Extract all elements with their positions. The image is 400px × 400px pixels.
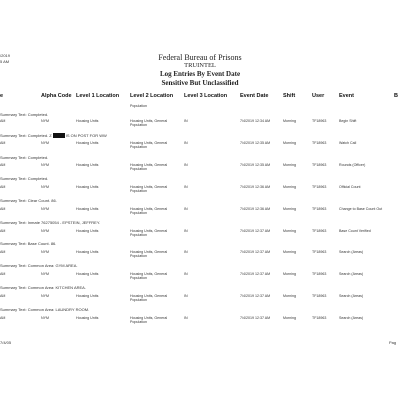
row-level1: Housing Units [76, 119, 99, 123]
row-level2: Housing Units, General Population [130, 185, 168, 194]
row-shift: Morning [283, 316, 296, 320]
summary-text: Summary Text: Completed. [0, 112, 49, 117]
row-level2: Housing Units, General Population [130, 229, 168, 238]
row-user: TF18963 [312, 272, 327, 276]
row-user: TF18963 [312, 316, 327, 320]
header-shift: Shift [283, 93, 296, 99]
row-level1: Housing Units [76, 250, 99, 254]
row-event-date: 7/4/2019 12:36 AM [240, 185, 271, 189]
row-user: TF18963 [312, 250, 327, 254]
header-partial-column: e [0, 93, 4, 99]
summary-text: Summary Text: Common Area: KITCHEN AREA. [0, 285, 86, 290]
row-user: TF18963 [312, 141, 327, 145]
row-shift: Morning [283, 272, 296, 276]
redaction-block [53, 133, 65, 138]
row-level3: IN [184, 272, 188, 276]
row-partial-cell: AM [0, 207, 6, 211]
row-level1: Housing Units [76, 163, 99, 167]
row-level1: Housing Units [76, 294, 99, 298]
row-partial-cell: AM [0, 229, 6, 233]
row-shift: Morning [283, 141, 296, 145]
row-event: Search (Areas) [339, 272, 364, 276]
row-level3: IN [184, 250, 188, 254]
row-alpha-code: NYM [41, 207, 49, 211]
header-level2-location: Level 2 Location [130, 93, 174, 99]
summary-text: Summary Text: Completed. [0, 176, 49, 181]
report-title: Log Entries By Event Date [159, 70, 241, 78]
row-level2: Housing Units, General Population [130, 119, 168, 128]
row-alpha-code: NYM [41, 294, 49, 298]
row-shift: Morning [283, 185, 296, 189]
row-alpha-code: NYM [41, 141, 49, 145]
row-partial-cell: AM [0, 250, 6, 254]
row-level3: IN [184, 185, 188, 189]
header-user: User [312, 93, 325, 99]
row-event: Begin Shift [339, 119, 357, 123]
agency-title: Federal Bureau of Prisons [158, 53, 242, 62]
row-user: TF18963 [312, 207, 327, 211]
row-shift: Morning [283, 119, 296, 123]
row-event: Official Count [339, 185, 361, 189]
row-level1: Housing Units [76, 141, 99, 145]
header-partial-last: B [394, 93, 398, 99]
row-event: Search (Areas) [339, 294, 364, 298]
summary-text: Summary Text: Common Area: GYM AREA. [0, 263, 78, 268]
row-level3: IN [184, 294, 188, 298]
header-level1-location: Level 1 Location [76, 93, 120, 99]
print-date-fragment: /2019 [0, 53, 11, 58]
summary-text: Summary Text: Clear Count. 86. [0, 198, 57, 203]
row-event-date: 7/4/2019 12:37 AM [240, 272, 271, 276]
header-alpha-code: Alpha Code [41, 93, 72, 99]
row-alpha-code: NYM [41, 229, 49, 233]
row-event: Base Count Verified [339, 229, 371, 233]
row-level2: Housing Units, General Population [130, 272, 168, 281]
row-event-date: 7/4/2019 12:35 AM [240, 141, 271, 145]
row-shift: Morning [283, 294, 296, 298]
row-level1: Housing Units [76, 229, 99, 233]
row-event-date: 7/4/2019 12:37 AM [240, 294, 271, 298]
row-event: Change to Base Count Out [339, 207, 383, 211]
summary-text: Summary Text: Common Area: LAUNDRY ROOM. [0, 307, 90, 312]
row-level3: IN [184, 141, 188, 145]
row-user: TF18963 [312, 163, 327, 167]
row-level3: IN [184, 163, 188, 167]
row-partial-cell: AM [0, 185, 6, 189]
row-level1: Housing Units [76, 316, 99, 320]
row-event-date: 7/4/2019 12:37 AM [240, 316, 271, 320]
summary-text: Summary Text: Base Count. 86. [0, 241, 57, 246]
row-partial-cell: AM [0, 294, 6, 298]
row-level1: Housing Units [76, 207, 99, 211]
row-level2: Housing Units, General Population [130, 250, 168, 259]
row-shift: Morning [283, 229, 296, 233]
row-partial-cell: AM [0, 141, 6, 145]
row-event: Search (Areas) [339, 316, 364, 320]
footer-page-label: Pag [389, 340, 397, 345]
summary-text: Summary Text: Inmate 76275054 - EPSTEIN, JEFFREY. [0, 220, 101, 225]
row-event-date: 7/4/2019 12:36 AM [240, 207, 271, 211]
row-level3: IN [184, 316, 188, 320]
classification-title: Sensitive But Unclassified [161, 79, 239, 87]
row-event-date: 7/4/2019 12:34 AM [240, 119, 271, 123]
row-alpha-code: NYM [41, 119, 49, 123]
row-user: TF18963 [312, 294, 327, 298]
row-partial-cell: AM [0, 272, 6, 276]
row-level2: Housing Units, General Population [130, 294, 168, 303]
row-alpha-code: NYM [41, 250, 49, 254]
row-level3: IN [184, 207, 188, 211]
summary-text-redacted: Summary Text: Completed. Z IS ON POST FOR WW [0, 133, 107, 138]
row-event-date: 7/4/2019 12:37 AM [240, 250, 271, 254]
row-partial-cell: AM [0, 316, 6, 320]
row-partial-cell: AM [0, 119, 6, 123]
row-shift: Morning [283, 207, 296, 211]
row-shift: Morning [283, 163, 296, 167]
population-fragment: Population [130, 104, 147, 108]
header-event: Event [339, 93, 354, 99]
summary-text: Summary Text: Completed. [0, 155, 49, 160]
row-alpha-code: NYM [41, 316, 49, 320]
footer-date: 7/4/05 [0, 340, 12, 345]
system-title: TRUINTEL [184, 62, 216, 69]
row-level3: IN [184, 229, 188, 233]
row-user: TF18963 [312, 119, 327, 123]
row-user: TF18963 [312, 229, 327, 233]
row-event-date: 7/4/2019 12:37 AM [240, 229, 271, 233]
row-level2: Housing Units, General Population [130, 316, 168, 325]
row-user: TF18963 [312, 185, 327, 189]
row-level1: Housing Units [76, 185, 99, 189]
row-level3: IN [184, 119, 188, 123]
row-alpha-code: NYM [41, 185, 49, 189]
row-level2: Housing Units, General Population [130, 141, 168, 150]
row-level2: Housing Units, General Population [130, 163, 168, 172]
row-alpha-code: NYM [41, 163, 49, 167]
header-event-date: Event Date [240, 93, 269, 99]
row-level1: Housing Units [76, 272, 99, 276]
header-level3-location: Level 3 Location [184, 93, 228, 99]
print-time-fragment: 5 AM [0, 59, 10, 64]
row-shift: Morning [283, 250, 296, 254]
row-alpha-code: NYM [41, 272, 49, 276]
row-event-date: 7/4/2019 12:35 AM [240, 163, 271, 167]
row-event: Rounds (Officer) [339, 163, 366, 167]
row-event: Search (Areas) [339, 250, 364, 254]
row-event: Watch Call [339, 141, 357, 145]
row-level2: Housing Units, General Population [130, 207, 168, 216]
row-partial-cell: AM [0, 163, 6, 167]
